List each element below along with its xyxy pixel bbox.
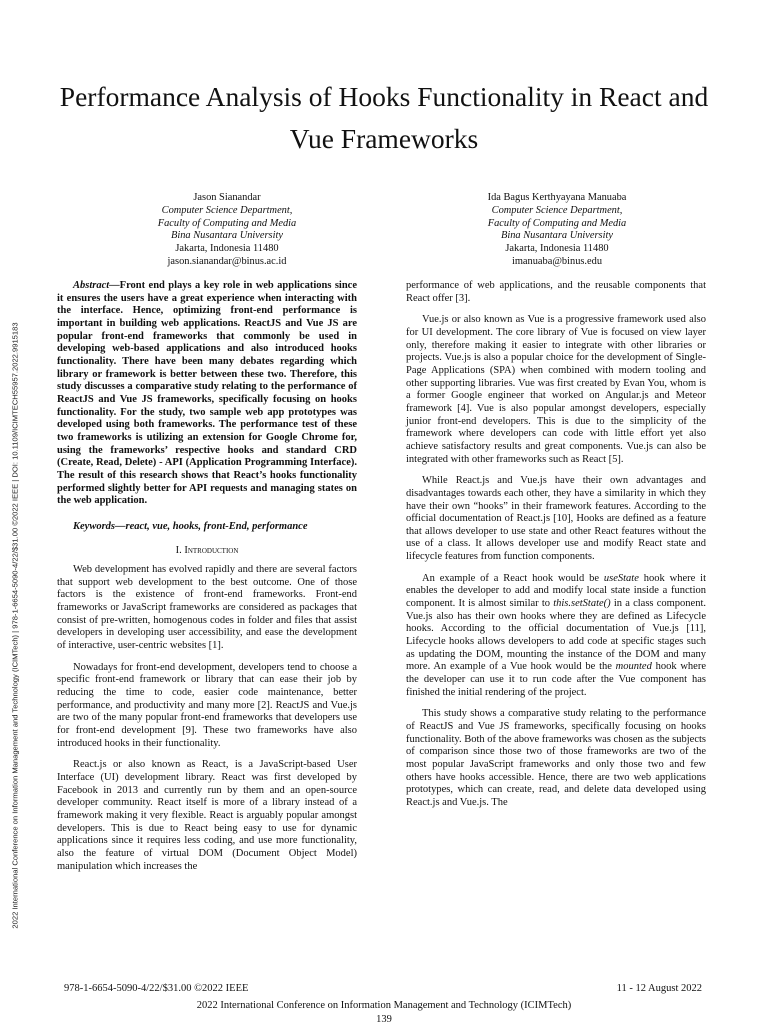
author-faculty: Faculty of Computing and Media bbox=[157, 217, 297, 229]
paper-title: Performance Analysis of Hooks Functionality in React and Vue Frameworks bbox=[59, 81, 709, 154]
author-name: Ida Bagus Kerthyayana Manuaba bbox=[487, 192, 627, 203]
section-heading bbox=[57, 545, 357, 558]
body-paragraph: performance of web applications, and the reusable components that React offer [3]. bbox=[406, 280, 706, 304]
author-city: Jakarta, Indonesia 11480 bbox=[505, 243, 609, 255]
body-paragraph bbox=[406, 573, 706, 700]
abstract bbox=[57, 280, 357, 508]
keywords: Keywords—react, vue, hooks, front-End, performance bbox=[73, 520, 308, 532]
page-number: 139 bbox=[376, 1014, 392, 1025]
abstract-text: —Front end plays a key role in web applications since it ensures the users have a great experience when interacting with the interface. Hence, optimizing front-end performance is important in building web applications. ReactJS and Vue JS are popular front-end frameworks that commonly be used in developing web-based applications and also introduced hooks functionality. There have been many debates regarding which library or framework is better between these two. Therefore, this study discusses a comparative study relating to the performance of ReactJS and Vue JS frameworks, specifically focusing on hooks functionality. For the study, two sample web app prototypes was developed using both frameworks. The performance test of these two frameworks is utilizing an extension for Google Chrome for, using the frameworks’ respective hooks and standard CRD (Create, Read, Delete) - API (Application Programming Interface). The result of this research shows that React’s hooks functionality performed slightly better for API requests and managing states on the web application. bbox=[57, 280, 357, 507]
author-city: Jakarta, Indonesia 11480 bbox=[175, 243, 279, 255]
side-copyright-note bbox=[10, 240, 20, 1010]
side-copyright-text: 2022 International Conference on Information Management and Technology (ICIMTech) | 978-1-6654-5090-4/22/$31.00 ©2022 IEEE | DOI: 10.1109/ICIMTECH55957.2022.9915183 bbox=[10, 321, 20, 929]
left-column bbox=[57, 280, 357, 882]
text-run: An example of a React hook would be bbox=[422, 572, 604, 584]
text-run: hook where the developer can use it to run code after the Vue component has finished the initial rendering of the project. bbox=[406, 661, 706, 698]
footer-conference: 2022 International Conference on Information Management and Technology (ICIMTech) bbox=[196, 1000, 572, 1011]
intro-paragraph: React.js or also known as React, is a JavaScript-based User Interface (UI) development library. React was first developed by Facebook in 2013 and currently run by them and an open-source developer community. React itself is more of a library instead of a framework making it very flexible. React is arguably popular amongst developers. This is due to React being easy to use for dynamic applications since it requires less coding, and use more functionality, also the feature of virtual DOM (Document Object Model) manipulation which increases the bbox=[57, 759, 357, 872]
author-block-1 bbox=[97, 192, 357, 269]
footer-date: 11 - 12 August 2022 bbox=[616, 983, 702, 994]
author-department: Computer Science Department, bbox=[491, 204, 623, 216]
code-term-usestate: useState bbox=[603, 572, 639, 584]
intro-paragraph: Nowadays for front-end development, developers tend to choose a specific front-end framework or library that can ease their job by reducing the time to code, easier code maintenance, better performance, and productivity and many more [2]. ReactJS and Vue.js are two of the many popular front-end frameworks that developers use for front-end development [9]. These two frameworks have also introduced hooks in their functionality. bbox=[57, 661, 357, 749]
right-column bbox=[406, 280, 706, 819]
code-term-mounted: mounted bbox=[615, 661, 652, 673]
section-title: Introduction bbox=[184, 545, 239, 557]
body-paragraph: While React.js and Vue.js have their own advantages and disadvantages towards each other, they have a similarity in which they have their own “hooks” in their framework features. According to the official documentation of React.js [10], Hooks are defined as a feature that allows developer to use state and other React features without the use of a class. It allows developer use and modify React state and lifecycle features from function components. bbox=[406, 475, 706, 563]
section-number: I. bbox=[175, 545, 182, 557]
author-university: Bina Nusantara University bbox=[171, 230, 283, 242]
abstract-lead: Abstract bbox=[73, 280, 110, 291]
author-block-2 bbox=[427, 192, 687, 269]
body-paragraph: This study shows a comparative study relating to the performance of ReactJS and Vue JS frameworks, specifically focusing on hooks functionality. Both of the above frameworks was chosen as the subjects of comparison since those two of those frameworks are two of the most popular JavaScript frameworks and only those two and few others have hooks accessible. Hence, there are two web applications prototypes, which can create, read, and delete data developed using React.js and Vue.js. The bbox=[406, 708, 706, 808]
author-faculty: Faculty of Computing and Media bbox=[487, 217, 627, 229]
text-run: hook where it enables the developer to add and modify local state inside a function component. It is almost similar to bbox=[406, 572, 706, 610]
code-term-setstate: this.setState() bbox=[553, 598, 611, 610]
author-university: Bina Nusantara University bbox=[501, 230, 613, 242]
footer-isbn: 978-1-6654-5090-4/22/$31.00 ©2022 IEEE bbox=[64, 983, 249, 994]
author-name: Jason Sianandar bbox=[193, 192, 261, 203]
intro-paragraph: Web development has evolved rapidly and there are several factors that support web development to the best outcome. One of those factors is the existence of front-end frameworks. Front-end frameworks or JavaScript frameworks are considered as packages that consist of pre-written, homogenous codes in folder and files that assist developers in developing user accessibility, and ease the development of interactive, user-centric websites [1]. bbox=[57, 564, 357, 652]
text-run: in a class component. Vue.js also has their own hooks where they are defined as Lifecycle hooks. According to the official documentation of Vue.js [11], Lifecycle hooks allows developers to add code at specific stages such as updating the DOM, mounting the instance of the DOM and many more. An example of a Vue hook would be the bbox=[406, 598, 706, 673]
author-email: jason.sianandar@binus.ac.id bbox=[167, 255, 287, 267]
author-email: imanuaba@binus.edu bbox=[511, 255, 603, 267]
author-department: Computer Science Department, bbox=[161, 204, 293, 216]
body-paragraph: Vue.js or also known as Vue is a progressive framework used also for UI development. The core library of Vue is focused on view layer only, therefore making it easier to integrate with other libraries or projects. Vue.js is also a popular choice for the development of Single-Page Applications (SPA) when combined with modern tooling and other supporting libraries. Vue was first created by Evan You, whom is a former Google engineer that worked on Angular.js and Meteor framework [4]. Vue is also popular amongst developers, especially junior front-end developers. This is due to the simplicity of the framework where developers can code with little effort yet also achieve satisfactory results and great components. Vue.js can also be integrated with other frameworks such as React [5]. bbox=[406, 314, 706, 465]
